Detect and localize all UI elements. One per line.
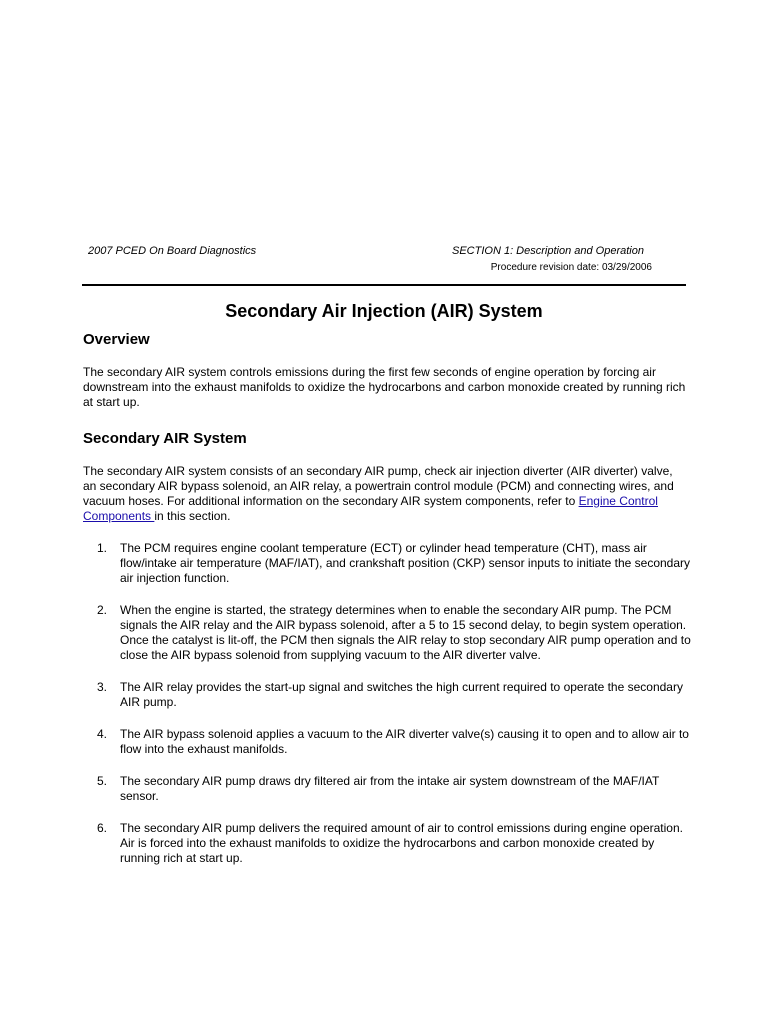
- list-item-text: The AIR relay provides the start-up signal and switches the high current required to operate the secondary AIR pump.: [120, 680, 683, 709]
- header-manual-title: 2007 PCED On Board Diagnostics: [88, 245, 257, 257]
- header-divider: [82, 284, 686, 286]
- list-item-number: 5.: [97, 774, 108, 788]
- list-item: [83, 774, 693, 804]
- list-item-number: 3.: [97, 680, 108, 694]
- overview-paragraph: The secondary AIR system controls emissions during the first few seconds of engine operation by forcing air downstream into the exhaust manifolds to oxidize the hydrocarbons and carbon monoxide created by running rich at start up.: [83, 365, 686, 409]
- engine-control-components-link[interactable]: Engine Control Components: [83, 494, 658, 523]
- list-item-text: The secondary AIR pump delivers the required amount of air to control emissions during engine operation. Air is forced into the exhaust manifolds to oxidize the hydrocarbons and carbon monoxide created by running rich at start up.: [120, 821, 683, 865]
- list-item-number: 4.: [97, 727, 108, 741]
- header-section: SECTION 1: Description and Operation: [452, 245, 644, 257]
- list-item: [83, 603, 693, 663]
- system-text-after: in this section.: [154, 509, 231, 523]
- list-item-text: The PCM requires engine coolant temperature (ECT) or cylinder head temperature (CHT), mass air flow/intake air temperature (MAF/IAT), and crankshaft position (CKP) sensor inputs to initiate the secondary air injection function.: [120, 541, 691, 585]
- system-heading: Secondary AIR System: [83, 430, 247, 447]
- list-item: [83, 680, 693, 710]
- header-revision-date: Procedure revision date: 03/29/2006: [490, 262, 652, 273]
- system-text-before: The secondary AIR system consists of an secondary AIR pump, check air injection diverter (AIR diverter) valve, an secondary AIR bypass solenoid, an AIR relay, a powertrain control module (PCM) and connecting wires, and vacuum hoses. For additional information on the secondary AIR system components, refer to: [83, 464, 674, 508]
- list-item: [83, 727, 693, 757]
- system-paragraph: [83, 464, 683, 524]
- list-item-number: 6.: [97, 821, 108, 835]
- operation-steps-list: [83, 541, 693, 883]
- list-item-number: 1.: [97, 541, 108, 555]
- list-item-text: The AIR bypass solenoid applies a vacuum to the AIR diverter valve(s) causing it to open and to allow air to flow into the exhaust manifolds.: [120, 727, 689, 756]
- page-title: Secondary Air Injection (AIR) System: [225, 301, 543, 321]
- list-item-text: The secondary AIR pump draws dry filtered air from the intake air system downstream of the MAF/IAT sensor.: [120, 774, 660, 803]
- list-item: [83, 541, 693, 586]
- overview-heading: Overview: [83, 331, 150, 348]
- list-item: [83, 821, 693, 866]
- list-item-number: 2.: [97, 603, 108, 617]
- list-item-text: When the engine is started, the strategy determines when to enable the secondary AIR pump. The PCM signals the AIR relay and the AIR bypass solenoid, after a 5 to 15 second delay, to begin system operation. Once the catalyst is lit-off, the PCM then signals the AIR relay to stop secondary AIR pump operation and to close the AIR bypass solenoid from supplying vacuum to the AIR diverter valve.: [120, 603, 691, 662]
